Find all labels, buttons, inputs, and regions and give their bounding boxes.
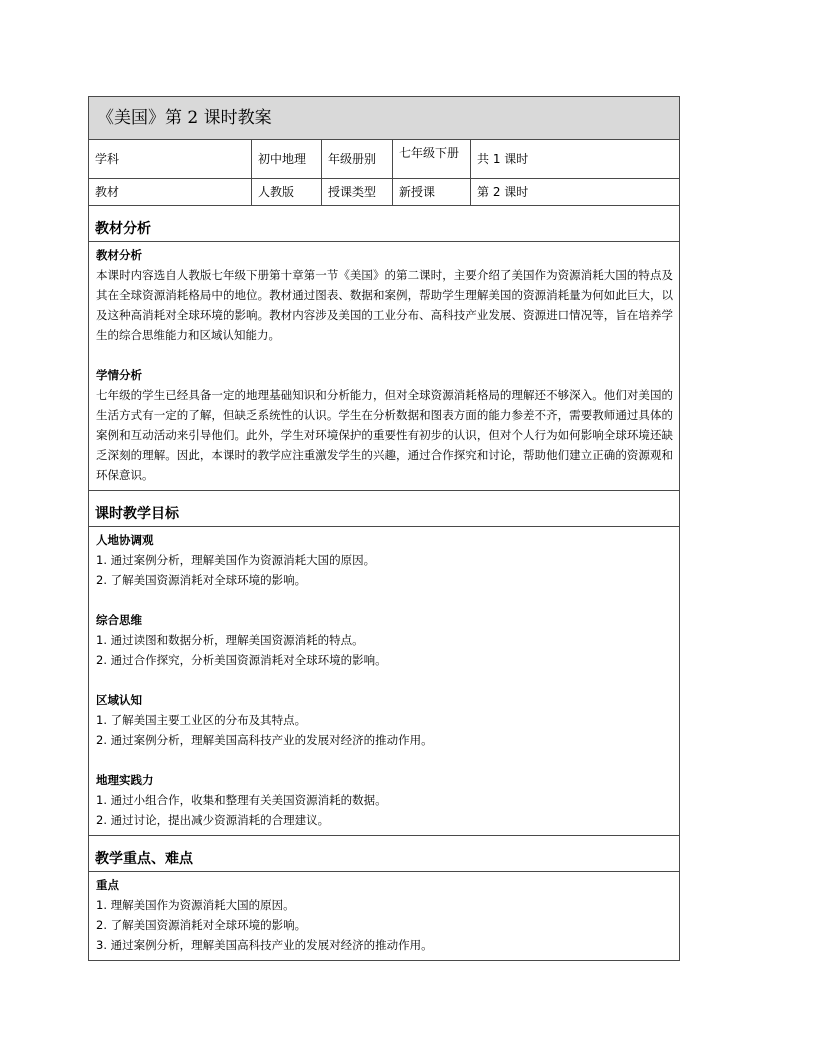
info-value-period: 第 2 课时 bbox=[477, 185, 529, 199]
objective-group-title: 区域认知 bbox=[96, 693, 142, 707]
objective-item: 2. 通过合作探究，分析美国资源消耗对全球环境的影响。 bbox=[96, 653, 387, 667]
objective-item: 2. 通过讨论，提出减少资源消耗的合理建议。 bbox=[96, 813, 330, 827]
keypoint-item: 3. 通过案例分析，理解美国高科技产业的发展对经济的推动作用。 bbox=[96, 938, 433, 952]
objective-item: 2. 通过案例分析，理解美国高科技产业的发展对经济的推动作用。 bbox=[96, 733, 433, 747]
paragraph-textbook-analysis: 本课时内容选自人教版七年级下册第十章第一节《美国》的第二课时，主要介绍了美国作为资源消耗大国的特点及其在全球资源消耗格局中的地位。教材通过图表、数据和案例，帮助学生理解美国的资源消耗量为何如此巨大，以及这种高消耗对全球环境的影响。教材内容涉及美国的工业分布、高科技产业发展、资源进口情况等，旨在培养学生的综合思维能力和区域认知能力。 bbox=[96, 268, 673, 342]
objective-item: 1. 通过小组合作，收集和整理有关美国资源消耗的数据。 bbox=[96, 793, 387, 807]
objective-item: 1. 通过案例分析，理解美国作为资源消耗大国的原因。 bbox=[96, 553, 376, 567]
info-row-textbook bbox=[89, 179, 679, 206]
subheading-textbook-analysis: 教材分析 bbox=[96, 248, 142, 262]
info-value-subject: 初中地理 bbox=[252, 140, 322, 178]
info-label-subject: 学科 bbox=[89, 140, 252, 178]
subheading-student-analysis: 学情分析 bbox=[96, 368, 142, 382]
section-heading-analysis: 教材分析 bbox=[89, 206, 679, 242]
info-label-lesson-type: 授课类型 bbox=[322, 179, 393, 205]
section-body-objectives bbox=[89, 527, 679, 836]
section-body-analysis bbox=[89, 242, 679, 491]
objective-group-title: 人地协调观 bbox=[96, 533, 154, 547]
objective-group-title: 综合思维 bbox=[96, 613, 142, 627]
info-label-textbook: 教材 bbox=[89, 179, 252, 205]
info-value-textbook: 人教版 bbox=[252, 179, 322, 205]
info-label-grade: 年级册别 bbox=[322, 140, 393, 178]
lesson-plan-table bbox=[88, 96, 680, 961]
keypoint-item: 2. 了解美国资源消耗对全球环境的影响。 bbox=[96, 918, 307, 932]
info-value-grade: 七年级下册 bbox=[393, 140, 471, 178]
keypoint-item: 1. 理解美国作为资源消耗大国的原因。 bbox=[96, 898, 295, 912]
document-title: 《美国》第 2 课时教案 bbox=[89, 97, 679, 140]
objective-group-title: 地理实践力 bbox=[96, 773, 154, 787]
info-value-lesson-type: 新授课 bbox=[393, 179, 471, 205]
objective-item: 1. 了解美国主要工业区的分布及其特点。 bbox=[96, 713, 307, 727]
objective-item: 2. 了解美国资源消耗对全球环境的影响。 bbox=[96, 573, 307, 587]
paragraph-student-analysis: 七年级的学生已经具备一定的地理基础知识和分析能力，但对全球资源消耗格局的理解还不够深入。他们对美国的生活方式有一定的了解，但缺乏系统性的认识。学生在分析数据和图表方面的能力参差不齐，需要教师通过具体的案例和互动活动来引导他们。此外，学生对环境保护的重要性有初步的认识，但对个人行为如何影响全球环境还缺乏深刻的理解。因此，本课时的教学应注重激发学生的兴趣，通过合作探究和讨论，帮助他们建立正确的资源观和环保意识。 bbox=[96, 388, 673, 482]
section-body-keypoints bbox=[89, 872, 679, 960]
subheading-keypoints: 重点 bbox=[96, 878, 119, 892]
objective-item: 1. 通过读图和数据分析，理解美国资源消耗的特点。 bbox=[96, 633, 364, 647]
section-heading-keypoints: 教学重点、难点 bbox=[89, 836, 679, 872]
info-row-subject bbox=[89, 140, 679, 179]
info-value-periods: 共 1 课时 bbox=[477, 152, 529, 166]
section-heading-objectives: 课时教学目标 bbox=[89, 491, 679, 527]
